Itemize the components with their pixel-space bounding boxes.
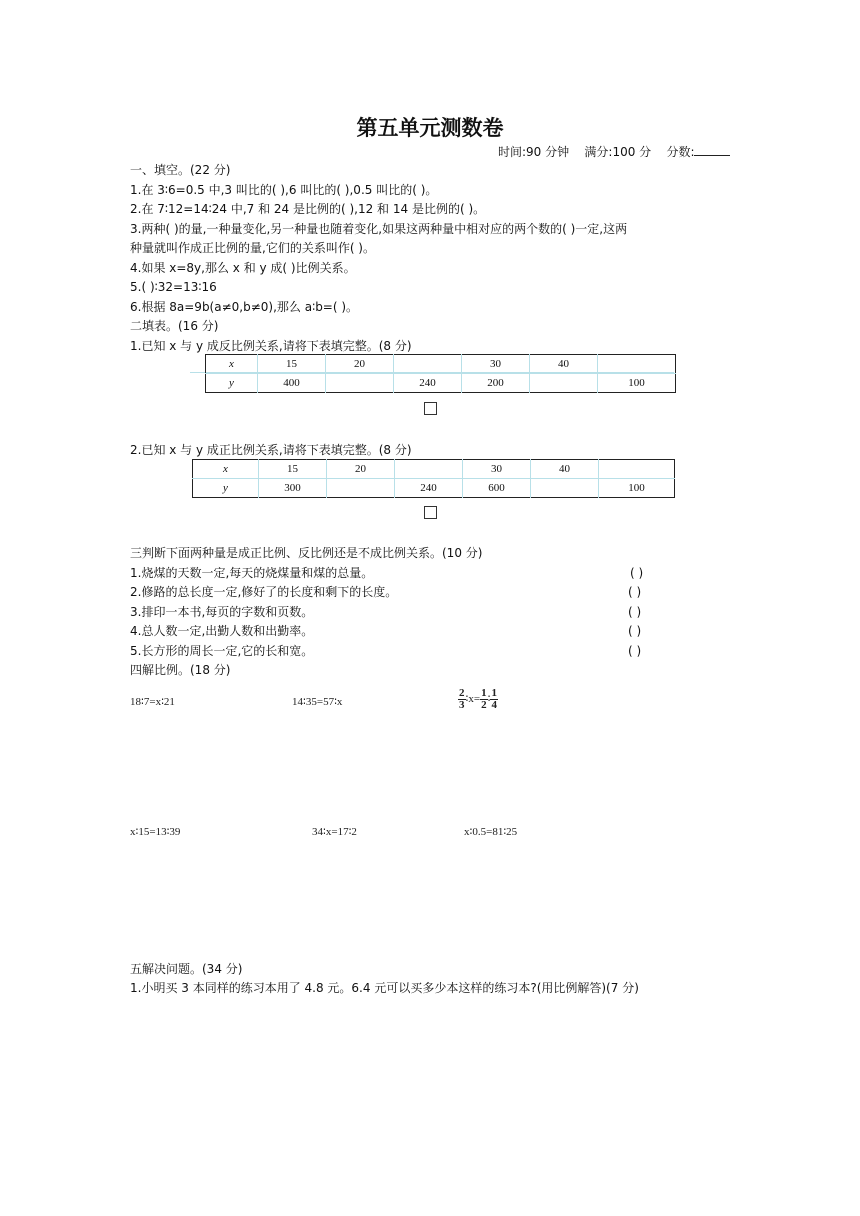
proportion-eq-5: 34∶x=17∶2 <box>312 826 357 838</box>
blank-cell[interactable] <box>599 460 675 479</box>
table-cell: 15 <box>258 355 326 374</box>
judge-item: 2.修路的总长度一定,修好了的长度和剩下的长度。 <box>130 585 398 599</box>
score-label: 分数: <box>666 145 695 159</box>
proportion-eq-2: 14∶35=57∶x <box>292 696 343 708</box>
table-cell: 300 <box>259 479 327 498</box>
s1-q4: 4.如果 x=8y,那么 x 和 y 成( )比例关系。 <box>130 261 356 275</box>
table-cell: y <box>206 374 258 393</box>
section2-heading: 二填表。(16 分) <box>130 319 219 333</box>
s1-q5: 5.( )∶32=13∶16 <box>130 280 217 294</box>
answer-paren[interactable]: ( ) <box>628 624 642 638</box>
table-cell: x <box>193 460 259 479</box>
answer-paren[interactable]: ( ) <box>630 566 644 580</box>
score-blank[interactable] <box>694 145 730 156</box>
exam-meta <box>498 143 730 160</box>
table-cell: 30 <box>462 355 530 374</box>
section5-heading: 五解决问题。(34 分) <box>130 962 243 976</box>
table-cell: 600 <box>463 479 531 498</box>
checkbox-square-icon <box>424 402 437 415</box>
s1-q3-line2: 种量就叫作成正比例的量,它们的关系叫作( )。 <box>130 241 375 255</box>
blank-cell[interactable] <box>327 479 395 498</box>
table-row-x <box>206 355 676 374</box>
proportion-eq-4: x∶15=13∶39 <box>130 826 181 838</box>
s1-q1: 1.在 3∶6=0.5 中,3 叫比的( ),6 叫比的( ),0.5 叫比的( )。 <box>130 183 438 197</box>
blank-cell[interactable] <box>394 355 462 374</box>
table-cell: 100 <box>628 482 645 494</box>
section3-heading: 三判断下面两种量是成正比例、反比例还是不成比例关系。(10 分) <box>130 546 483 560</box>
fraction: $\frac{1}{2}$ <box>481 687 487 711</box>
checkbox-square-icon <box>424 506 437 519</box>
judge-item: 3.排印一本书,每页的字数和页数。 <box>130 605 314 619</box>
fraction: $\frac{2}{3}$ <box>459 687 465 711</box>
table-cell: 40 <box>530 355 598 374</box>
time-limit: 时间:90 分钟 <box>498 145 570 159</box>
table-cell: 30 <box>463 460 531 479</box>
proportion-eq-6: x∶0.5=81∶25 <box>464 826 518 838</box>
s2-q2: 2.已知 x 与 y 成正比例关系,请将下表填完整。(8 分) <box>130 443 412 457</box>
s1-q3-line1: 3.两种( )的量,一种量变化,另一种量也随着变化,如果这两种量中相对应的两个数的( )一定,这两 <box>130 222 628 236</box>
proportion-eq-1: 18∶7=x∶21 <box>130 696 175 708</box>
blank-cell[interactable] <box>395 460 463 479</box>
table-row-y <box>193 479 675 498</box>
table-cell: 400 <box>258 374 326 393</box>
blank-cell[interactable] <box>326 374 394 393</box>
section4-heading: 四解比例。(18 分) <box>130 663 231 677</box>
judge-item: 5.长方形的周长一定,它的长和宽。 <box>130 644 314 658</box>
table-cell: 240 <box>394 374 462 393</box>
page-title: 第五单元测数卷 <box>356 115 504 140</box>
judge-item: 4.总人数一定,出勤人数和出勤率。 <box>130 624 314 638</box>
s2-q1: 1.已知 x 与 y 成反比例关系,请将下表填完整。(8 分) <box>130 339 412 353</box>
table-cell: 200 <box>462 374 530 393</box>
table-cell: y <box>193 479 259 498</box>
s1-q2: 2.在 7∶12=14∶24 中,7 和 24 是比例的( ),12 和 14 是比例的( )。 <box>130 202 486 216</box>
section1-heading: 一、填空。(22 分) <box>130 163 231 177</box>
table-cell: x <box>206 355 258 374</box>
proportion-eq-3: $\frac{2}{3}$ ∶x= $\frac{1}{2}$ ∶ $\frac{1}{4}$ <box>459 687 497 711</box>
s5-q1: 1.小明买 3 本同样的练习本用了 4.8 元。6.4 元可以买多少本这样的练习本?(用比例解答)(7 分) <box>130 981 639 995</box>
s1-q6: 6.根据 8a=9b(a≠0,b≠0),那么 a∶b=( )。 <box>130 300 359 314</box>
full-score: 满分:100 分 <box>584 145 652 159</box>
table-direct-proportion <box>192 459 675 498</box>
blank-cell[interactable] <box>598 355 676 374</box>
table-cell: 20 <box>327 460 395 479</box>
judge-item: 1.烧煤的天数一定,每天的烧煤量和煤的总量。 <box>130 566 374 580</box>
answer-paren[interactable]: ( ) <box>628 605 642 619</box>
table-inverse-proportion <box>205 354 676 393</box>
answer-paren[interactable]: ( ) <box>628 585 642 599</box>
table-cell: 20 <box>326 355 394 374</box>
answer-paren[interactable]: ( ) <box>628 644 642 658</box>
table-cell: 40 <box>531 460 599 479</box>
table-cell: 240 <box>395 479 463 498</box>
table-cell: 100 <box>628 377 645 389</box>
blank-cell[interactable] <box>531 479 599 498</box>
table-row-x <box>193 460 675 479</box>
fraction: $\frac{1}{4}$ <box>491 687 497 711</box>
blank-cell[interactable] <box>530 374 598 393</box>
table-row-y <box>206 374 676 393</box>
table-cell: 15 <box>259 460 327 479</box>
